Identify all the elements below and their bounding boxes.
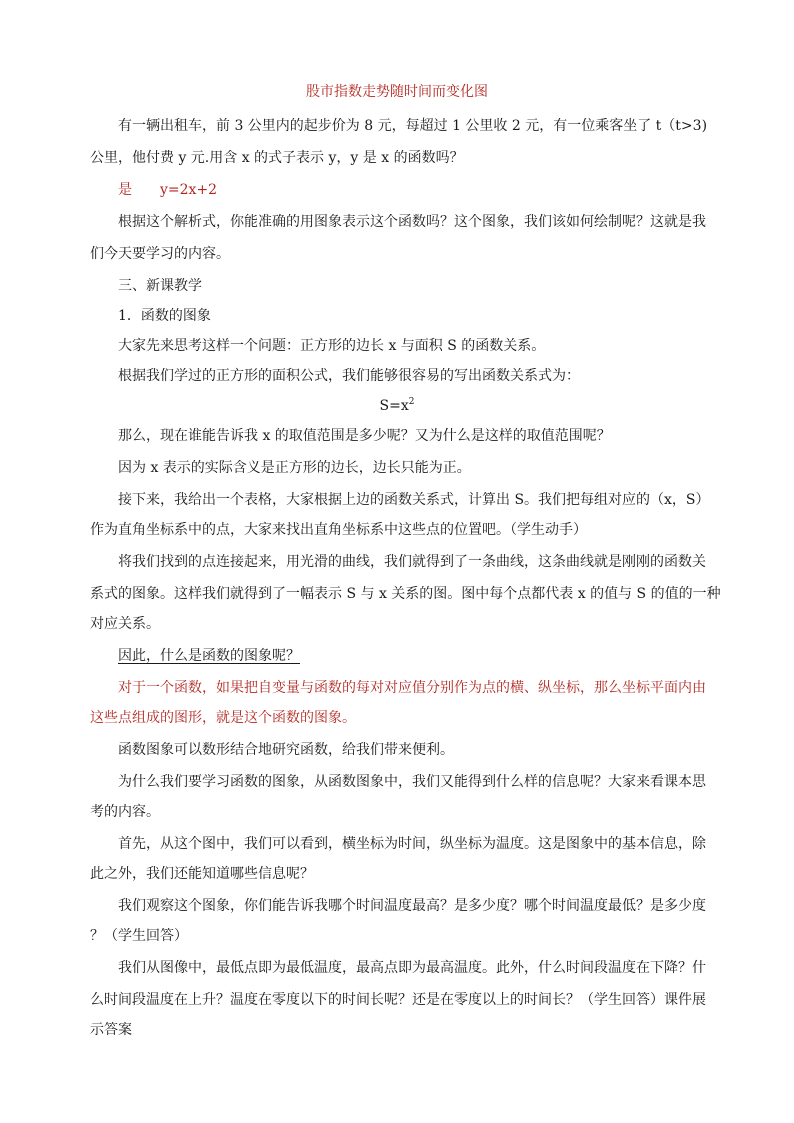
answer-formula: y=2x+2 [160,182,218,198]
definition-question-text: 因此，什么是函数的图象呢？ [118,648,300,664]
taxi-problem-line-2: 公里，他付费 y 元.用含 x 的式子表示 y，y 是 x 的函数吗？ [90,150,464,166]
curve-paragraph-line-3: 对应关系。 [90,616,160,632]
area-formula [0,396,794,416]
why-paragraph-line-1: 为什么我们要学习函数的图象，从函数图象中，我们又能得到什么样的信息呢？大家来看课本思 [118,774,706,790]
intro-line-1: 根据这个解析式，你能准确的用图象表示这个函数吗？这个图象，我们该如何绘制呢？这就是我 [118,214,706,230]
definition-line-2: 这些点组成的图形，就是这个函数的图象。 [90,710,356,726]
range-question: 那么，现在谁能告诉我 x 的取值范围是多少呢？又为什么是这样的取值范围呢？ [118,428,611,444]
image-paragraph-line-2: 么时间段温度在上升？温度在零度以下的时间长呢？还是在零度以上的时间长？（学生回答）课件展 [90,992,706,1008]
first-paragraph-line-1: 首先，从这个图中，我们可以看到，横坐标为时间，纵坐标为温度。这是图象中的基本信息，除 [118,836,706,852]
answer-yes: 是 [118,182,132,198]
formula-intro: 根据我们学过的正方形的面积公式，我们能够很容易的写出函数关系式为： [118,368,580,384]
page-title: 股市指数走势随时间而变化图 [306,84,488,100]
image-paragraph-line-3: 示答案 [90,1022,132,1038]
table-paragraph-line-1: 接下来，我给出一个表格，大家根据上边的函数关系式，计算出 S。我们把每组对应的（x，S） [118,492,710,508]
curve-paragraph-line-2: 系式的图象。这样我们就得到了一幅表示 S 与 x 关系的图。图中每个点都代表 x 的值与 S 的值的一种 [90,586,721,602]
definition-question [118,646,738,666]
image-paragraph-line-1: 我们从图像中，最低点即为最低温度，最高点即为最高温度。此外，什么时间段温度在下降？什 [118,960,706,976]
observe-paragraph-line-1: 我们观察这个图象，你们能告诉我哪个时间温度最高？是多少度？哪个时间温度最低？是多少度 [118,898,706,914]
taxi-problem-line-1: 有一辆出租车，前 3 公里内的起步价为 8 元，每超过 1 公里收 2 元，有一位乘客坐了 t（t>3) [118,118,708,134]
table-paragraph-line-2: 作为直角坐标系中的点，大家来找出直角坐标系中这些点的位置吧。（学生动手） [90,522,587,538]
observe-paragraph-line-2: ？（学生回答） [90,928,188,944]
answer-line [118,180,738,200]
think-paragraph: 大家先来思考这样一个问题：正方形的边长 x 与面积 S 的函数关系。 [118,338,546,354]
intro-line-2: 们今天要学习的内容。 [90,246,230,262]
definition-line-1: 对于一个函数，如果把自变量与函数的每对对应值分别作为点的横、纵坐标，那么坐标平面内由 [118,680,706,696]
curve-paragraph-line-1: 将我们找到的点连接起来，用光滑的曲线，我们就得到了一条曲线，这条曲线就是刚刚的函数关 [118,554,706,570]
why-paragraph-line-2: 考的内容。 [90,804,160,820]
formula-base: S=x [379,398,409,414]
formula-exponent: 2 [408,397,415,407]
benefit-paragraph: 函数图象可以数形结合地研究函数，给我们带来便利。 [118,742,454,758]
first-paragraph-line-2: 此之外，我们还能知道哪些信息呢？ [90,866,314,882]
subsection-heading: 1．函数的图象 [118,308,211,324]
range-answer: 因为 x 表示的实际含义是正方形的边长，边长只能为正。 [118,460,471,476]
section-heading: 三、新课教学 [118,278,202,294]
